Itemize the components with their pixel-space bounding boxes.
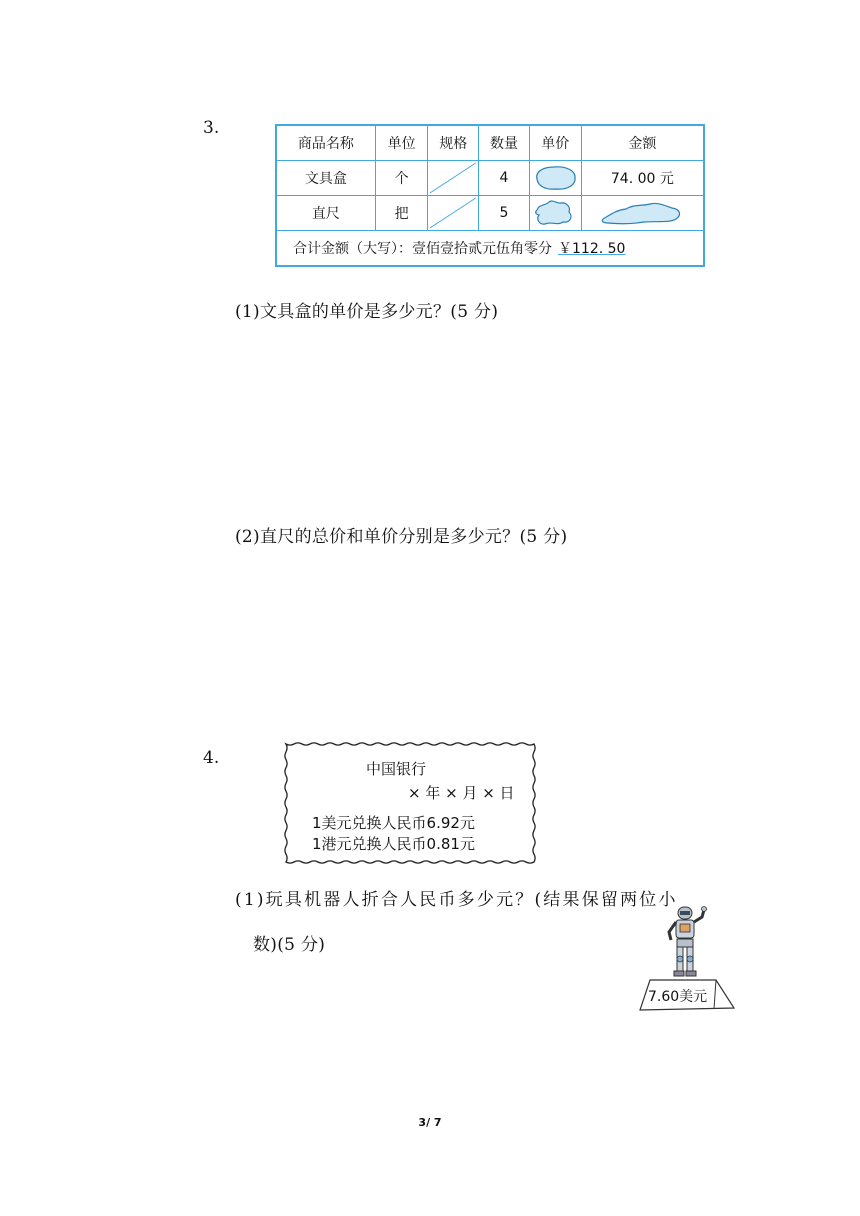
- question-3-number: 3.: [203, 118, 220, 138]
- total-cell: [276, 231, 704, 267]
- header-cell: 单价: [529, 125, 581, 161]
- amount-cell: 74. 00 元: [581, 161, 704, 196]
- table-row: [276, 161, 704, 196]
- unit-price-cell: [529, 161, 581, 196]
- rate-usd: 1美元兑换人民币6.92元: [312, 814, 475, 832]
- header-cell: 金额: [581, 125, 704, 161]
- ink-blot-icon: [533, 198, 577, 228]
- note-date: × 年 × 月 × 日: [408, 784, 515, 802]
- amount-cell: [581, 196, 704, 231]
- header-cell: 规格: [428, 125, 479, 161]
- question-3-2: (2)直尺的总价和单价分别是多少元？(5 分): [235, 527, 568, 547]
- table-row: [276, 196, 704, 231]
- item-name-cell: 直尺: [276, 196, 375, 231]
- page-number: 3/ 7: [418, 1116, 442, 1129]
- unit-cell: 把: [375, 196, 428, 231]
- toy-robot-icon: [664, 905, 710, 981]
- question-4-number: 4.: [203, 748, 220, 768]
- ink-blot-icon: [600, 200, 684, 226]
- diagonal-line-icon: [428, 196, 478, 230]
- spec-empty-cell: [428, 196, 479, 231]
- invoice-table: [275, 124, 705, 267]
- unit-cell: 个: [375, 161, 428, 196]
- quantity-cell: 5: [479, 196, 530, 231]
- total-value: ￥112. 50: [558, 241, 626, 257]
- header-cell: 商品名称: [276, 125, 375, 161]
- table-header-row: [276, 125, 704, 161]
- question-4-1-line2: 数)(5 分): [253, 935, 326, 955]
- quantity-cell: 4: [479, 161, 530, 196]
- price-tag-label: 7.60美元: [648, 989, 708, 1005]
- item-name-cell: 文具盒: [276, 161, 375, 196]
- bank-name: 中国银行: [366, 760, 427, 778]
- total-label: 合计金额（大写）：壹佰壹拾贰元伍角零分: [293, 241, 552, 257]
- question-4-1-line1: (1)玩具机器人折合人民币多少元？(结果保留两位小: [235, 890, 678, 910]
- ink-blot-icon: [532, 164, 578, 192]
- rate-hkd: 1港元兑换人民币0.81元: [312, 835, 475, 853]
- spec-empty-cell: [428, 161, 479, 196]
- diagonal-line-icon: [428, 161, 478, 195]
- bank-exchange-note: [282, 740, 538, 866]
- table-total-row: [276, 231, 704, 267]
- unit-price-cell: [529, 196, 581, 231]
- header-cell: 数量: [479, 125, 530, 161]
- header-cell: 单位: [375, 125, 428, 161]
- question-3-1: (1)文具盒的单价是多少元？(5 分): [235, 302, 499, 322]
